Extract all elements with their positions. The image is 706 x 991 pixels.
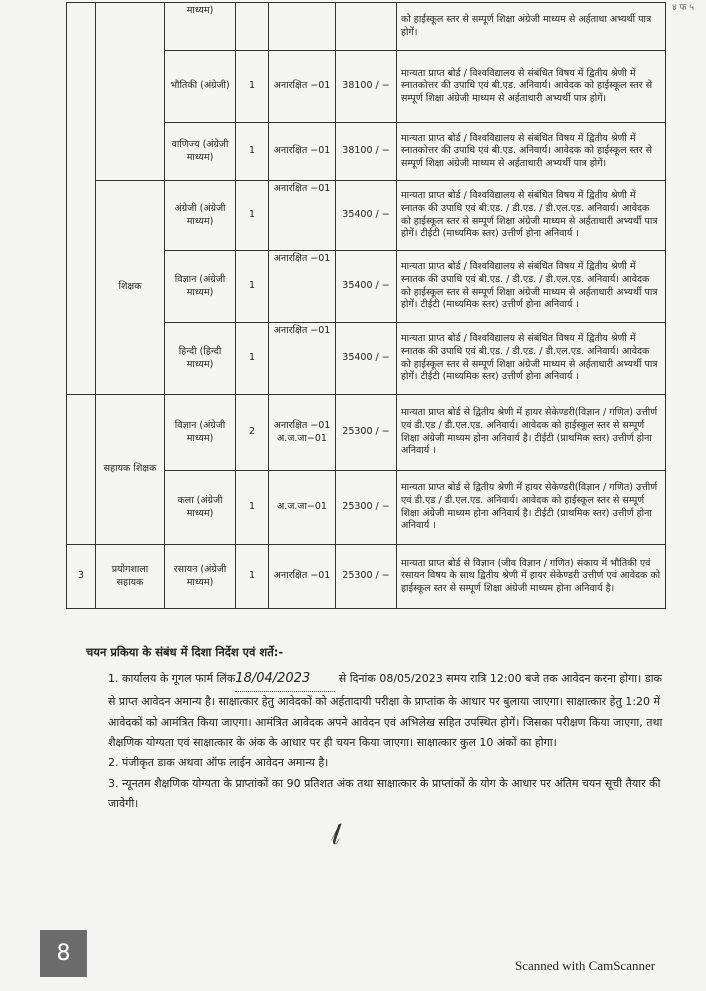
pay-cell — [336, 3, 397, 51]
count-cell: 1 — [236, 51, 269, 123]
category-cell: अनारक्षित −01 — [269, 51, 336, 123]
vacancy-table — [66, 2, 666, 609]
pay-cell: 25300 / − — [336, 545, 397, 609]
post-cell — [96, 3, 165, 181]
post-cell: शिक्षक — [96, 181, 165, 395]
category-cell: अनारक्षित −01 — [269, 323, 336, 395]
subject-cell: कला (अंग्रेजी माध्यम) — [165, 471, 236, 545]
subject-cell: माध्यम) — [165, 3, 236, 51]
qualification-cell: मान्यता प्राप्त बोर्ड से विज्ञान (जीव विज्ञान / गणित) संकाय में भौतिकी एवं रसायन विषय के साथ द्वितीय श्रेणी में हायर सेकेण्डरी उत्तीर्ण एवं आवेदक को हाईस्कूल स्तर से सम्पूर्ण शिक्षा अंग्रेजी माध्यम होना अनिवार्य है। — [397, 545, 666, 609]
selection-instructions — [86, 642, 666, 814]
subject-cell: भौतिकी (अंग्रेजी) — [165, 51, 236, 123]
scanner-watermark: Scanned with CamScanner — [515, 958, 656, 973]
category-cell: अनारक्षित −01 — [269, 545, 336, 609]
handwritten-date: 18/04/2023 — [235, 667, 335, 692]
instruction-1-rest: से दिनांक 08/05/2023 समय रात्रि 12:00 बजे तक आवेदन करना होगा। डाक से प्राप्त आवेदन अमान्य है। साक्षात्कार हेतु आवेदकों को अर्हतादायी परीक्षा के प्राप्तांक के आधार पर बुलाया जाएगा। साक्षात्कार हेतु 1:20 में आवेदकों को आमंत्रित किया जाएगा। आमंत्रित आवेदक अपने आवेदन एवं अभिलेख सहित उपस्थित होगें। जिसका परीक्षण किया जाएगा, तथा शैक्षणिक योग्यता एवं साक्षात्कार के अंक के आधार पर ही चयन किया जाएगा। साक्षात्कार कुल 10 अंकों का होगा। — [108, 672, 663, 749]
serial-cell — [67, 395, 96, 545]
pay-cell: 25300 / − — [336, 395, 397, 471]
table-row — [67, 395, 666, 471]
corner-mark: ४ फ ५ — [672, 3, 695, 13]
qualification-cell: मान्यता प्राप्त बोर्ड से द्वितीय श्रेणी में हायर सेकेण्डरी(विज्ञान / गणित) उत्तीर्ण एवं डी.एड / डी.एल.एड. अनिवार्य। आवेदक को हाईस्कूल स्तर से सम्पूर्ण शिक्षा अंग्रेजी माध्यम होना अनिवार्य है। टीईटी (प्राथमिक स्तर) उत्तीर्ण होना अनिवार्य । — [397, 471, 666, 545]
count-cell — [236, 3, 269, 51]
pay-cell: 35400 / − — [336, 181, 397, 251]
qualification-cell: मान्यता प्राप्त बोर्ड / विश्वविद्यालय से संबंधित विषय में द्वितीय श्रेणी में स्नातक की उपाधि एवं बी.एड. / डी.एड. / डी.एल.एड. अनिवार्य। आवेदक को हाईस्कूल स्तर से सम्पूर्ण शिक्षा अंग्रेजी माध्यम से अर्हताधारी अभ्यर्थी पात्र होगें। टीईटी (माध्यमिक स्तर) उत्तीर्ण होना अनिवार्य । — [397, 251, 666, 323]
subject-cell: विज्ञान (अंग्रेजी माध्यम) — [165, 251, 236, 323]
qualification-cell: मान्यता प्राप्त बोर्ड से द्वितीय श्रेणी में हायर सेकेण्डरी(विज्ञान / गणित) उत्तीर्ण एवं डी.एड / डी.एल.एड. अनिवार्य। आवेदक को हाईस्कूल स्तर से सम्पूर्ण शिक्षा अंग्रेजी माध्यम होना अनिवार्य है। टीईटी (प्राथमिक स्तर) उत्तीर्ण होना अनिवार्य । — [397, 395, 666, 471]
subject-cell: वाणिज्य (अंग्रेजी माध्यम) — [165, 123, 236, 181]
instruction-2: 2. पंजीकृत डाक अथवा ऑफ लाईन आवेदन अमान्य है। — [108, 756, 329, 770]
category-cell: अनारक्षित −01 — [269, 123, 336, 181]
qualification-cell: को हाईस्कूल स्तर से सम्पूर्ण शिक्षा अंग्रेजी माध्यम से अर्हताधा अभ्यर्थी पात्र होगें। — [397, 3, 666, 51]
subject-cell: हिन्दी (हिन्दी माध्यम) — [165, 323, 236, 395]
pay-cell: 38100 / − — [336, 123, 397, 181]
instruction-3: 3. न्यूनतम शैक्षणिक योग्यता के प्राप्तांकों का 90 प्रतिशत अंक तथा साक्षात्कार के प्राप्तांकों के योग के आधार पर अंतिम चयन सूची तैयार की जावेगी। — [108, 776, 661, 811]
subject-cell: रसायन (अंग्रेजी माध्यम) — [165, 545, 236, 609]
qualification-cell: मान्यता प्राप्त बोर्ड / विश्वविद्यालय से संबंधित विषय में द्वितीय श्रेणी में स्नातक की उपाधि एवं बी.एड. / डी.एड. / डी.एल.एड. अनिवार्य। आवेदक को हाईस्कूल स्तर से सम्पूर्ण शिक्षा अंग्रेजी माध्यम से अर्हताधारी अभ्यर्थी पात्र होगें। टीईटी (माध्यमिक स्तर) उत्तीर्ण होना अनिवार्य । — [397, 323, 666, 395]
category-cell: अनारक्षित −01 — [269, 181, 336, 251]
subject-cell: अंग्रेजी (अंग्रेजी माध्यम) — [165, 181, 236, 251]
count-cell: 1 — [236, 323, 269, 395]
count-cell: 2 — [236, 395, 269, 471]
table-row — [67, 3, 666, 51]
count-cell: 1 — [236, 471, 269, 545]
serial-cell: 3 — [67, 545, 96, 609]
pay-cell: 35400 / − — [336, 251, 397, 323]
signature-mark: 𝓁 — [326, 817, 343, 852]
count-cell: 1 — [236, 251, 269, 323]
table-row — [67, 545, 666, 609]
pay-cell: 35400 / − — [336, 323, 397, 395]
count-cell: 1 — [236, 545, 269, 609]
qualification-cell: मान्यता प्राप्त बोर्ड / विश्वविद्यालय से संबंधित विषय में द्वितीय श्रेणी में स्नातकोत्तर की उपाधि एवं बी.एड. अनिवार्य। आवेदक को हाईस्कूल स्तर से सम्पूर्ण शिक्षा अंग्रेजी माध्यम से अर्हताधारी अभ्यर्थी पात्र होगें। — [397, 51, 666, 123]
instruction-1 — [86, 667, 666, 753]
count-cell: 1 — [236, 181, 269, 251]
category-cell: अनारक्षित −01 अ.ज.जा−01 — [269, 395, 336, 471]
post-cell: सहायक शिक्षक — [96, 395, 165, 545]
qualification-cell: मान्यता प्राप्त बोर्ड / विश्वविद्यालय से संबंधित विषय में द्वितीय श्रेणी में स्नातकोत्तर की उपाधि एवं बी.एड. अनिवार्य। आवेदक को हाईस्कूल स्तर से सम्पूर्ण शिक्षा अंग्रेजी माध्यम से अर्हताधारी अभ्यर्थी पात्र होगें। — [397, 123, 666, 181]
table-row — [67, 181, 666, 251]
subject-cell: विज्ञान (अंग्रेजी माध्यम) — [165, 395, 236, 471]
category-cell: अनारक्षित −01 — [269, 251, 336, 323]
instruction-1-start: 1. कार्यालय के गूगल फार्म लिंक — [108, 672, 236, 686]
category-cell: अ.ज.जा−01 — [269, 471, 336, 545]
category-cell — [269, 3, 336, 51]
page-number-badge: 8 — [40, 930, 87, 977]
count-cell: 1 — [236, 123, 269, 181]
instructions-heading: चयन प्रकिया के संबंध में दिशा निर्देश एवं शर्ते:- — [86, 645, 284, 659]
post-cell: प्रयोगशाला सहायक — [96, 545, 165, 609]
qualification-cell: मान्यता प्राप्त बोर्ड / विश्वविद्यालय से संबंधित विषय में द्वितीय श्रेणी में स्नातक की उपाधि एवं बी.एड. / डी.एड. / डी.एल.एड. अनिवार्य। आवेदक को हाईस्कूल स्तर से सम्पूर्ण शिक्षा अंग्रेजी माध्यम से अर्हताधारी अभ्यर्थी पात्र होगें। टीईटी (माध्यमिक स्तर) उत्तीर्ण होना अनिवार्य । — [397, 181, 666, 251]
pay-cell: 25300 / − — [336, 471, 397, 545]
pay-cell: 38100 / − — [336, 51, 397, 123]
serial-cell — [67, 3, 96, 395]
